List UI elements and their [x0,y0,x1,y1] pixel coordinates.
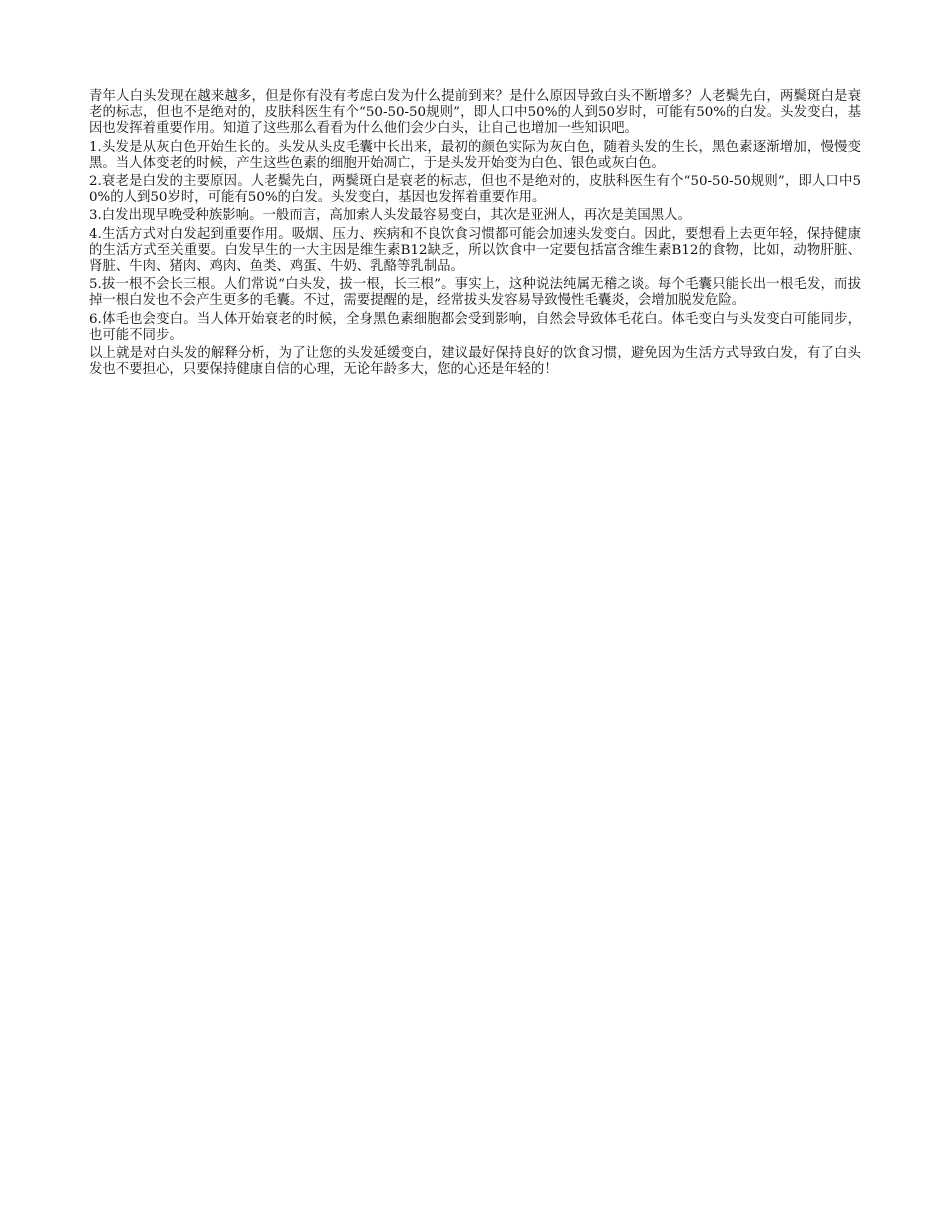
point-4-paragraph: 4.生活方式对白发起到重要作用。吸烟、压力、疾病和不良饮食习惯都可能会加速头发变白。因此，要想看上去更年轻，保持健康的生活方式至关重要。白发早生的一大主因是维生素B12缺乏，所以饮食中一定要包括富含维生素B12的食物，比如，动物肝脏、肾脏、牛肉、猪肉、鸡肉、鱼类、鸡蛋、牛奶、乳酪等乳制品。 [89,226,861,275]
point-5-paragraph: 5.拔一根不会长三根。人们常说“白头发，拔一根，长三根”。事实上，这种说法纯属无稽之谈。每个毛囊只能长出一根毛发，而拔掉一根白发也不会产生更多的毛囊。不过，需要提醒的是，经常拔头发容易导致慢性毛囊炎，会增加脱发危险。 [89,277,861,309]
point-1-paragraph: 1.头发是从灰白色开始生长的。头发从头皮毛囊中长出来，最初的颜色实际为灰白色，随着头发的生长，黑色素逐渐增加，慢慢变黑。当人体变老的时候，产生这些色素的细胞开始凋亡，于是头发开始变为白色、银色或灰白色。 [89,139,861,171]
conclusion-paragraph: 以上就是对白头发的解释分析，为了让您的头发延缓变白，建议最好保持良好的饮食习惯，避免因为生活方式导致白发，有了白头发也不要担心，只要保持健康自信的心理，无论年龄多大，您的心还是年轻的！ [89,346,861,378]
intro-paragraph: 青年人白头发现在越来越多，但是你有没有考虑白发为什么提前到来？是什么原因导致白头不断增多？人老鬓先白，两鬓斑白是衰老的标志，但也不是绝对的，皮肤科医生有个“50-50-50规则”，即人口中50%的人到50岁时，可能有50%的白发。头发变白，基因也发挥着重要作用。知道了这些那么看看为什么他们会少白头，让自己也增加一些知识吧。 [89,89,861,137]
point-6-paragraph: 6.体毛也会变白。当人体开始衰老的时候，全身黑色素细胞都会受到影响，自然会导致体毛花白。体毛变白与头发变白可能同步，也可能不同步。 [89,311,861,343]
point-3-paragraph: 3.白发出现早晚受种族影响。一般而言，高加索人头发最容易变白，其次是亚洲人，再次是美国黑人。 [89,208,691,224]
point-2-paragraph: 2.衰老是白发的主要原因。人老鬓先白，两鬓斑白是衰老的标志，但也不是绝对的，皮肤科医生有个“50-50-50规则”，即人口中50%的人到50岁时，可能有50%的白发。头发变白，基因也发挥着重要作用。 [89,174,861,206]
document-page [89,89,861,380]
